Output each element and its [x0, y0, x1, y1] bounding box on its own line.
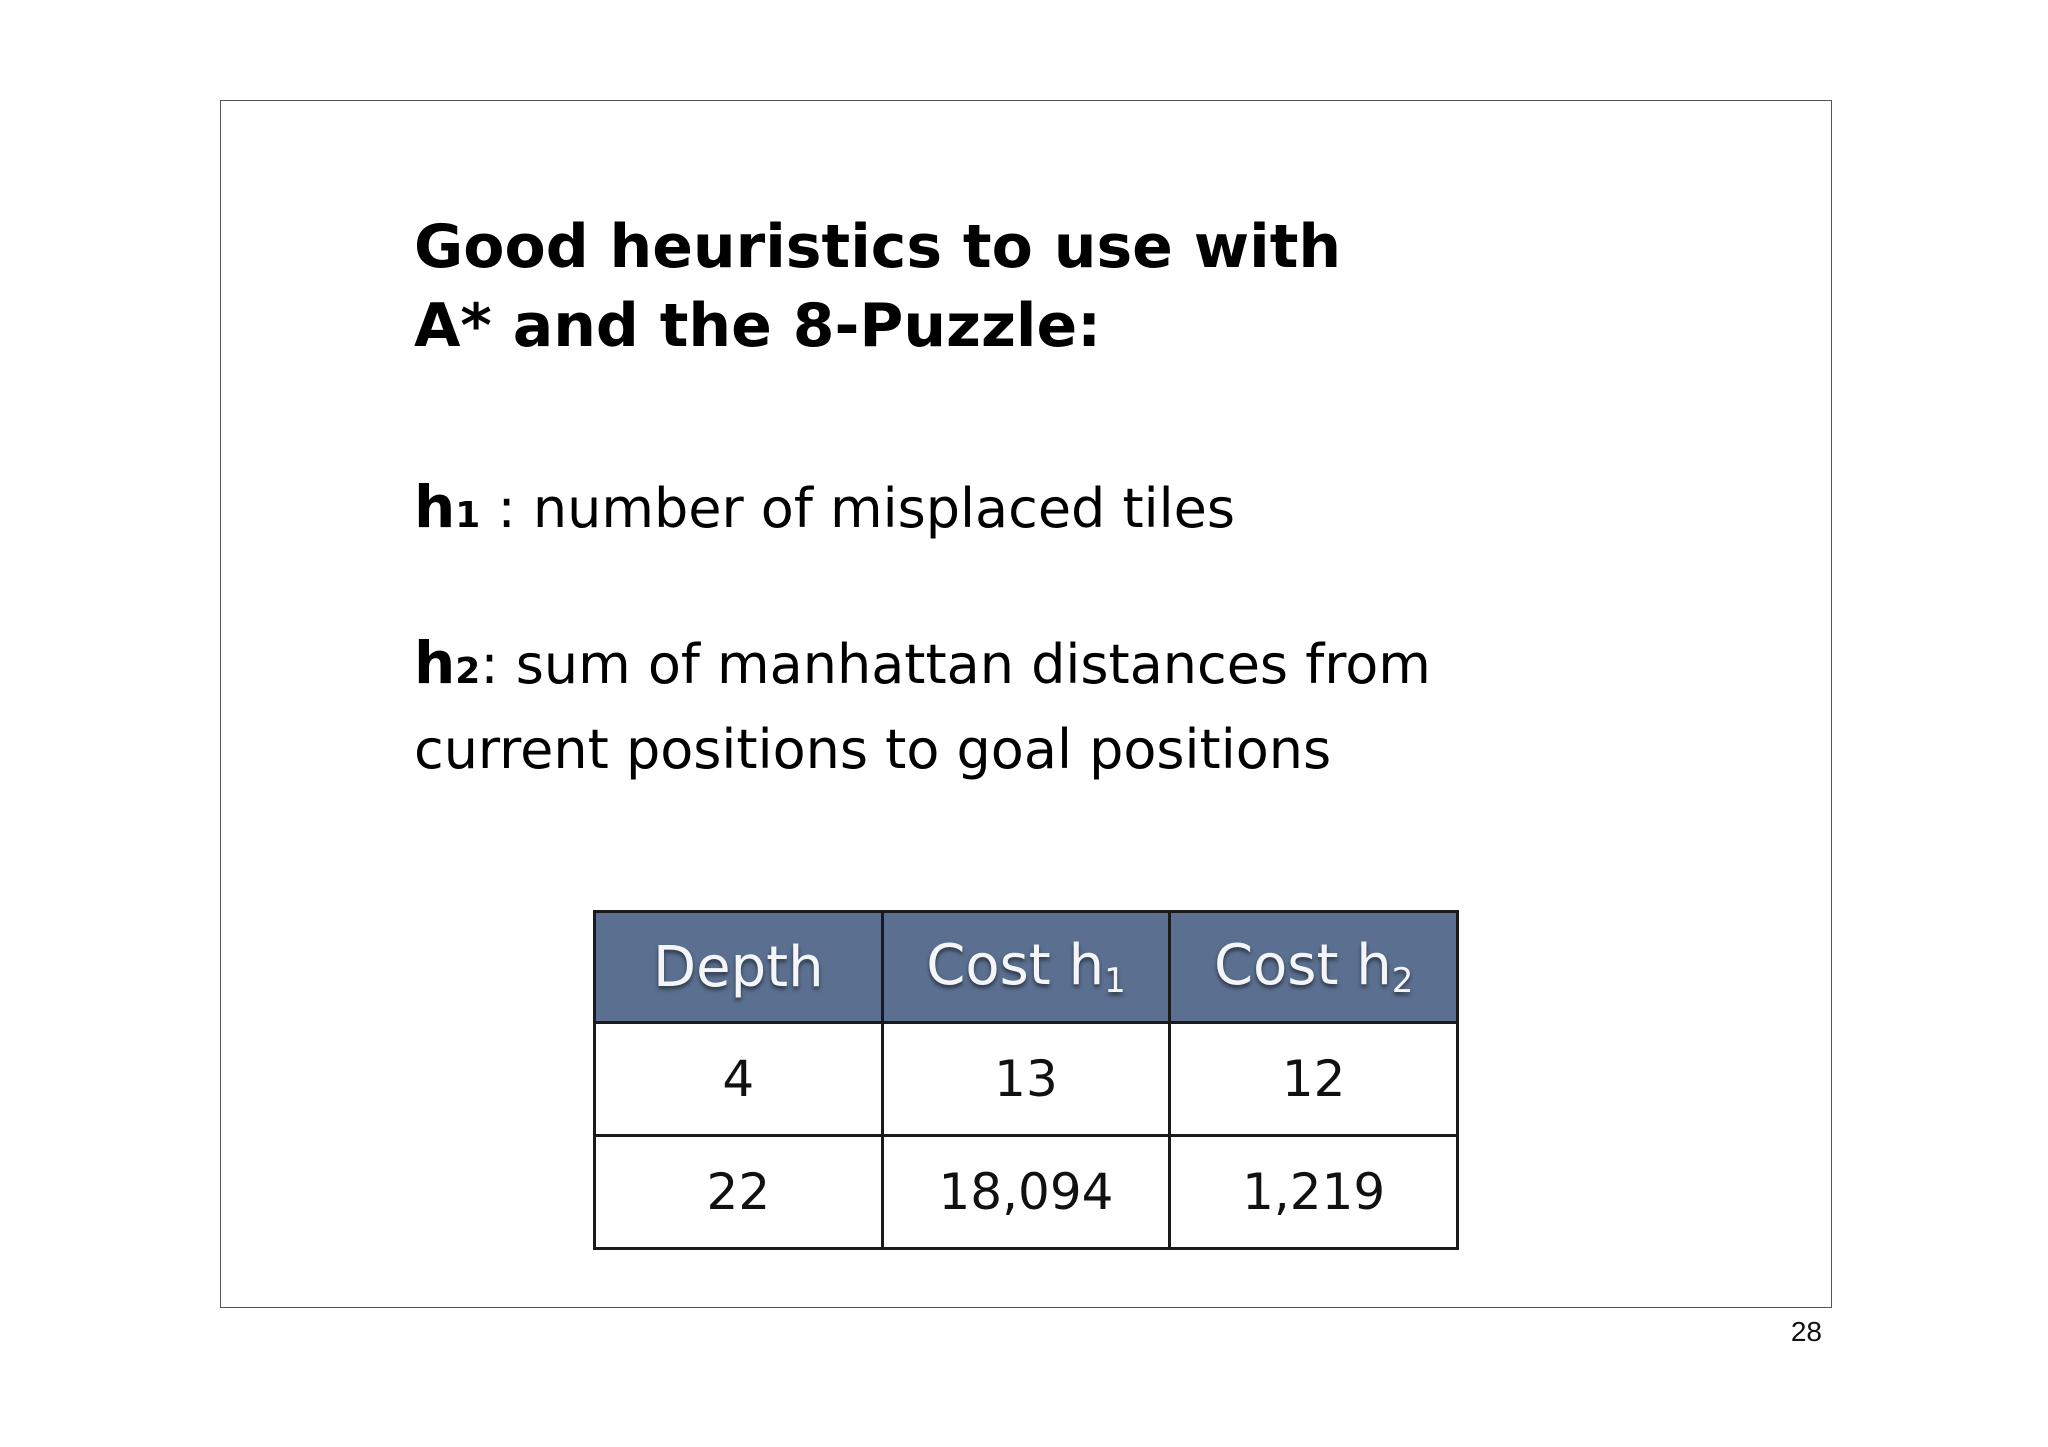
- table-cell-cost-h1: 18,094: [882, 1136, 1170, 1249]
- heuristic-h2-description-line-2: current positions to goal positions: [414, 718, 1332, 781]
- slide-title-line-1: Good heuristics to use with: [414, 212, 1342, 282]
- slide-title-line-2: A* and the 8-Puzzle:: [414, 291, 1102, 361]
- header-cost-h1-label: Cost h: [926, 933, 1105, 998]
- heuristic-h1-description: number of misplaced tiles: [532, 477, 1236, 540]
- header-cost-h1-subscript: 1: [1104, 961, 1126, 1001]
- header-depth-label: Depth: [653, 934, 824, 1000]
- table-row: [595, 1023, 1458, 1136]
- heuristic-h2-separator: :: [480, 633, 516, 696]
- header-cost-h2-label: Cost h: [1213, 933, 1392, 998]
- heuristic-h2: [414, 624, 1431, 789]
- heuristic-h2-name: h: [414, 629, 456, 697]
- header-cost-h2: [1170, 912, 1458, 1023]
- table-row: [595, 1136, 1458, 1249]
- heuristic-h1-subscript: 1: [455, 495, 481, 536]
- header-depth: [595, 912, 883, 1023]
- table-cell-cost-h2: 12: [1170, 1023, 1458, 1136]
- table-cell-depth: 22: [595, 1136, 883, 1249]
- table-cell-depth: 4: [595, 1023, 883, 1136]
- table-cell-cost-h1: 13: [882, 1023, 1170, 1136]
- table-cell-cost-h2: 1,219: [1170, 1136, 1458, 1249]
- page-number: 28: [1790, 1316, 1822, 1347]
- header-cost-h1: [882, 912, 1170, 1023]
- table-header-row: [595, 912, 1458, 1023]
- heuristic-h1-separator: :: [480, 477, 533, 540]
- heuristic-h2-subscript: 2: [455, 651, 481, 692]
- slide-title: [414, 208, 1341, 366]
- heuristic-h1: [414, 468, 1235, 555]
- heuristic-h1-name: h: [414, 473, 456, 541]
- heuristic-h2-description-line-1: sum of manhattan distances from: [515, 633, 1431, 696]
- header-cost-h2-subscript: 2: [1391, 961, 1414, 1001]
- results-table: [593, 910, 1459, 1250]
